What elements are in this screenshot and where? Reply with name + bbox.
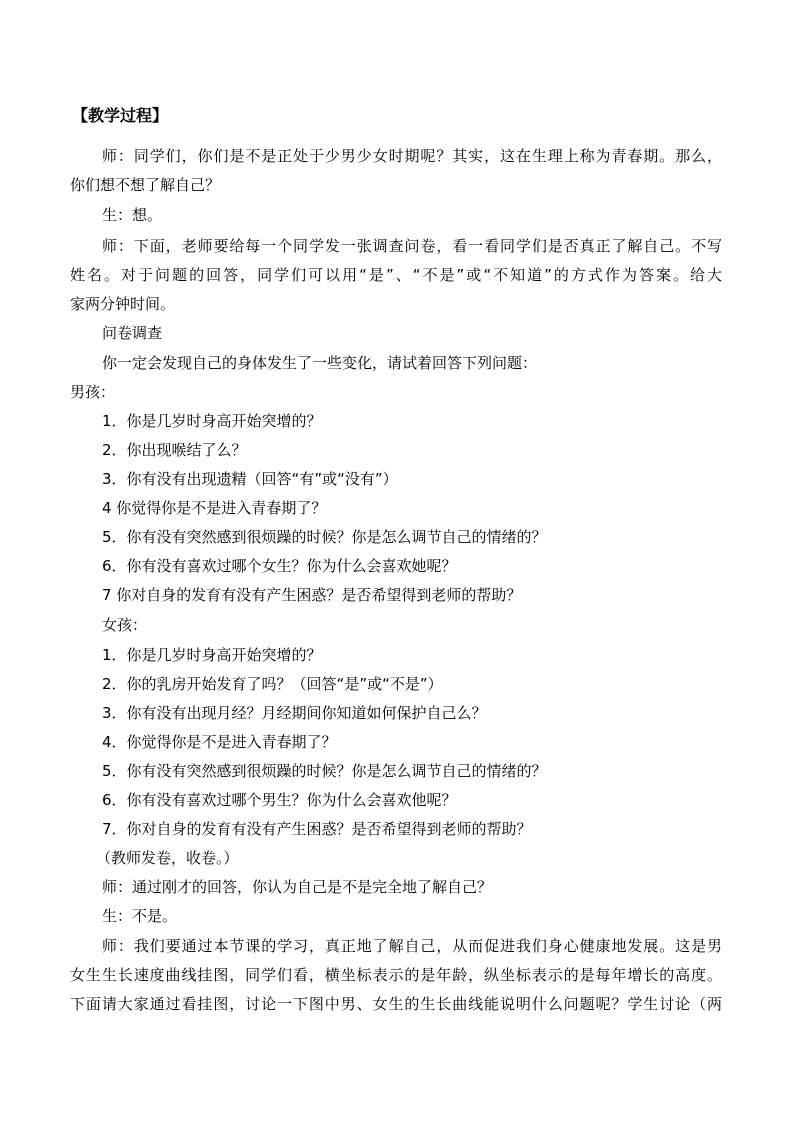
list-item: 2．你的乳房开始发育了吗？（回答“是”或“不是”） [102, 675, 443, 693]
list-item: 5．你有没有突然感到很烦躁的时候？你是怎么调节自己的情绪的？ [102, 528, 547, 546]
list-item: 1．你是几岁时身高开始突增的？ [102, 646, 322, 664]
list-item: 7．你对自身的发育有没有产生困惑？是否希望得到老师的帮助？ [102, 820, 532, 838]
paragraph-line: 师：同学们，你们是不是正处于少男少女时期呢？其实，这在生理上称为青春期。那么， [102, 147, 722, 165]
paragraph-line: 你一定会发现自己的身体发生了一些变化，请试着回答下列问题： [102, 354, 538, 372]
paragraph-line: 问卷调查 [102, 324, 163, 342]
list-item: 1．你是几岁时身高开始突增的？ [102, 412, 322, 430]
list-item: 6．你有没有喜欢过哪个男生？你为什么会喜欢他呢？ [102, 791, 457, 809]
paragraph-line: 师：下面，老师要给每一个同学发一张调查问卷，看一看同学们是否真正了解自己。不写 [102, 237, 722, 255]
paragraph-line: （教师发卷，收卷。） [96, 849, 239, 867]
paragraph-line: 师：通过刚才的回答，你认为自己是不是完全地了解自己？ [102, 878, 493, 896]
paragraph-line: 家两分钟时间。 [70, 295, 176, 313]
paragraph-line: 你们想不想了解自己？ [70, 176, 221, 194]
paragraph-line: 女孩： [102, 616, 148, 634]
list-item: 3．你有没有出现遗精（回答“有”或“没有”） [102, 470, 398, 488]
paragraph-line: 姓名。对于问题的回答，同学们可以用“是”、“不是”或“不知道”的方式作为答案。给大 [70, 266, 722, 284]
paragraph-line: 师：我们要通过本节课的学习，真正地了解自己，从而促进我们身心健康地发展。这是男 [102, 937, 722, 955]
paragraph-line: 女生生长速度曲线挂图，同学们看，横坐标表示的是年龄，纵坐标表示的是每年增长的高度。 [70, 966, 722, 984]
list-item: 5．你有没有突然感到很烦躁的时候？你是怎么调节自己的情绪的？ [102, 762, 547, 780]
paragraph-line: 下面请大家通过看挂图，讨论一下图中男、女生的生长曲线能说明什么问题呢？学生讨论（两 [70, 995, 722, 1013]
paragraph-line: 生：不是。 [102, 907, 178, 925]
list-item: 4．你觉得你是不是进入青春期了？ [102, 733, 337, 751]
list-item: 2．你出现喉结了么？ [102, 441, 247, 459]
list-item: 7 你对自身的发育有没有产生困惑？是否希望得到老师的帮助？ [102, 586, 522, 604]
list-item: 3．你有没有出现月经？月经期间你知道如何保护自己么？ [102, 704, 487, 722]
list-item: 6．你有没有喜欢过哪个女生？你为什么会喜欢她呢？ [102, 557, 457, 575]
paragraph-line: 男孩： [70, 383, 116, 401]
list-item: 4 你觉得你是不是进入青春期了？ [102, 499, 327, 517]
paragraph-line: 生：想。 [102, 206, 163, 224]
section-heading: 【教学过程】 [72, 106, 169, 125]
